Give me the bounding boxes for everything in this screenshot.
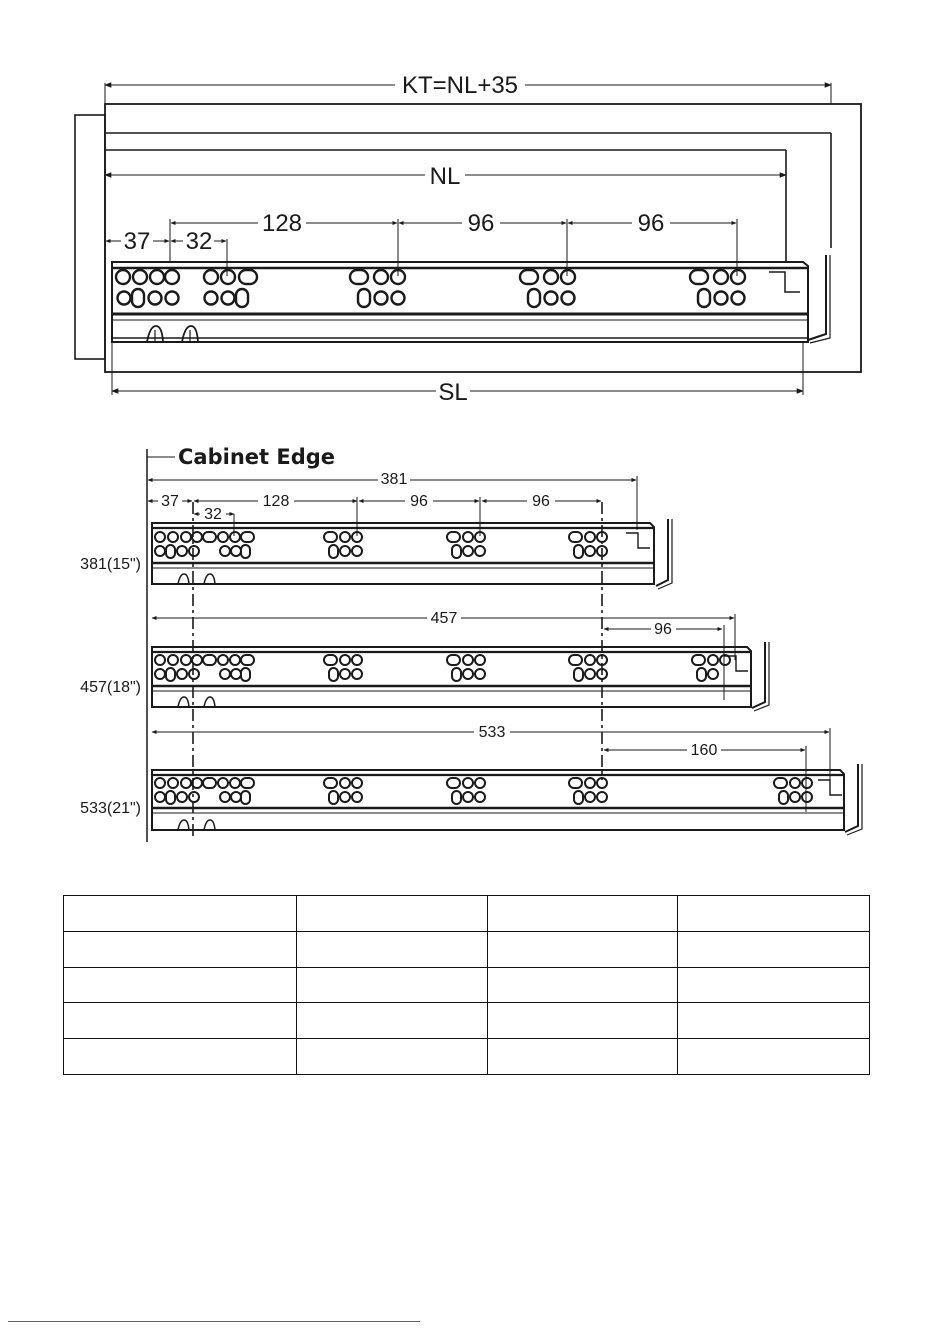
table-cell (297, 1039, 488, 1075)
slide-size-label-15: 381(15") (80, 556, 141, 573)
dim-label-533: 533 (478, 724, 506, 741)
table-row (64, 896, 870, 932)
spec-table (63, 895, 870, 1075)
table-cell (488, 1003, 678, 1039)
dim-label-381: 381 (380, 471, 408, 488)
cabinet-outline (105, 104, 861, 372)
dim-label-32: 32 (185, 228, 213, 255)
cabinet-side-panel (75, 115, 105, 359)
dim-label-128: 128 (261, 210, 303, 237)
dim-label-96-c: 96 (654, 621, 672, 638)
table-row (64, 1003, 870, 1039)
slide-size-label-21: 533(21") (80, 800, 141, 817)
dim-label-37: 37 (123, 228, 151, 255)
table-cell (678, 1003, 870, 1039)
dim-label-96-b: 96 (532, 493, 550, 510)
dim-label-160: 160 (690, 742, 718, 759)
slide-381 (152, 519, 672, 589)
dim-label-32: 32 (204, 506, 222, 523)
table-cell (297, 931, 488, 967)
table-row (64, 931, 870, 967)
table-cell (488, 967, 678, 1003)
table-cell (64, 896, 297, 932)
slide-533 (152, 764, 862, 835)
slide-size-label-18: 457(18") (80, 679, 141, 696)
dim-label-nl: NL (429, 163, 461, 190)
dim-label-128: 128 (262, 493, 290, 510)
dim-label-96-a: 96 (410, 493, 428, 510)
dim-label-kt: KT=NL+35 (401, 72, 519, 99)
dim-label-37: 37 (161, 493, 179, 510)
table-cell (64, 931, 297, 967)
bottom-diagram (80, 445, 862, 842)
cabinet-edge-label: Cabinet Edge (178, 445, 336, 469)
table-cell (488, 896, 678, 932)
dim-label-sl: SL (438, 379, 468, 406)
dim-label-96-a: 96 (467, 210, 495, 237)
top-diagram (75, 72, 861, 406)
table-cell (488, 931, 678, 967)
table-cell (488, 1039, 678, 1075)
table-row (64, 1039, 870, 1075)
footer-rule (8, 1321, 420, 1322)
slide-457 (152, 642, 769, 711)
table-cell (297, 967, 488, 1003)
dim-label-457: 457 (430, 610, 458, 627)
table-cell (678, 896, 870, 932)
table-cell (678, 931, 870, 967)
dim-label-96-b: 96 (637, 210, 665, 237)
table-cell (297, 896, 488, 932)
table-cell (297, 1003, 488, 1039)
table-cell (64, 1003, 297, 1039)
table-cell (64, 967, 297, 1003)
table-cell (64, 1039, 297, 1075)
table-cell (678, 1039, 870, 1075)
top-slide-holes (116, 270, 745, 307)
table-row (64, 967, 870, 1003)
table-cell (678, 967, 870, 1003)
